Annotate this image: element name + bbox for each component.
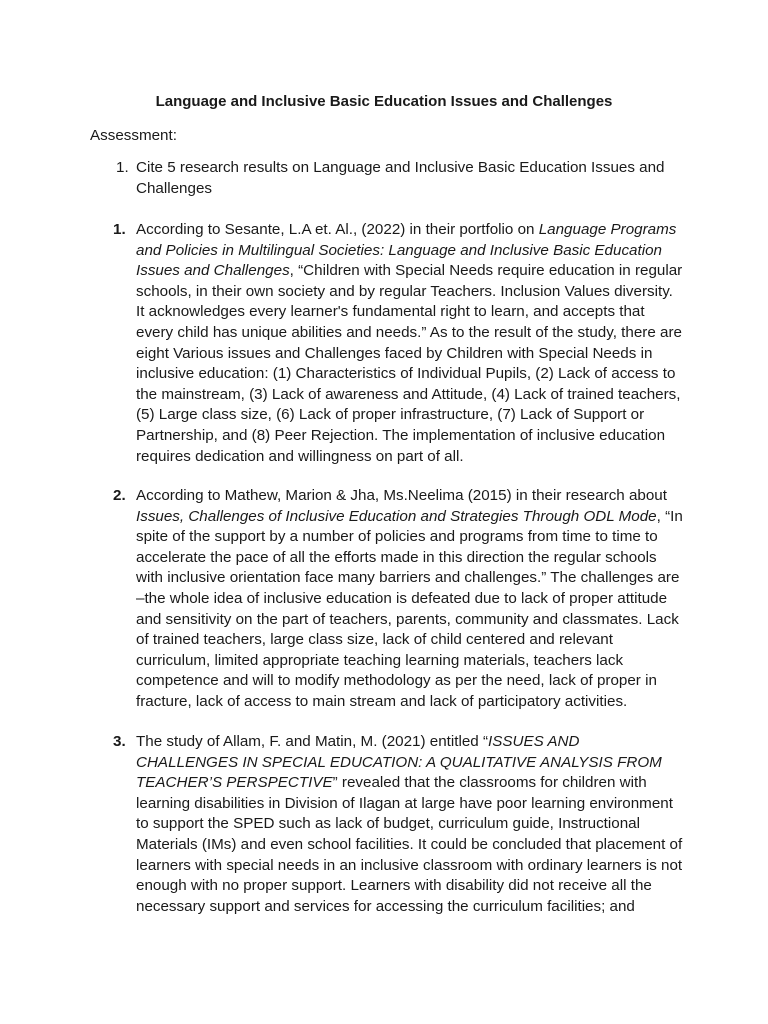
task-number: 1.	[116, 159, 129, 176]
item-text-intro: According to Sesante, L.A et. Al., (2022) in their portfolio on	[136, 221, 539, 238]
item-text-intro: According to Mathew, Marion & Jha, Ms.Neelima (2015) in their research about	[136, 487, 667, 504]
item-number: 2.	[113, 487, 126, 504]
item-text-body: ” revealed that the classrooms for children with learning disabilities in Division of Ilagan at large have poor learning environment to support the SPED such as lack of budget, curriculum guide, Instructional Materials (IMs) and even school facilities. It could be concluded that placement of learners with special needs in an inclusive classroom with ordinary learners is not enough with no proper support. Learners with disability did not receive all the necessary support and services for accessing the curriculum facilities; and	[136, 774, 683, 915]
item-text	[136, 220, 684, 467]
item-text-intro: The study of Allam, F. and Matin, M. (2021) entitled “	[136, 733, 489, 750]
item-title-italic: ISSUES AND CHALLENGES IN SPECIAL EDUCATION: A QUALITATIVE ANALYSIS FROM TEACHER’S PERSPECTIVE	[136, 733, 662, 792]
item-text-body: , “Children with Special Needs require education in regular schools, in their own society and by regular Teachers. Inclusion Values diversity. It acknowledges every learner's fundamental right to learn, and accepts that every child has unique abilities and needs.” As to the result of the study, there are eight Various issues and Challenges faced by Children with Special Needs in inclusive education: (1) Characteristics of Individual Pupils, (2) Lack of access to the mainstream, (3) Lack of awareness and Attitude, (4) Lack of trained teachers, (5) Large class size, (6) Lack of proper infrastructure, (7) Lack of Support or Partnership, and (8) Peer Rejection. The implementation of inclusive education requires dedication and willingness on part of all.	[136, 262, 683, 465]
item-title-italic: Issues, Challenges of Inclusive Education and Strategies Through ODL Mode	[136, 507, 657, 525]
item-number: 1.	[113, 221, 126, 238]
page-title: Language and Inclusive Basic Education Issues and Challenges	[155, 93, 613, 110]
section-label: Assessment:	[90, 127, 177, 144]
item-number: 3.	[113, 733, 126, 750]
item-text	[136, 486, 684, 713]
task-text: Cite 5 research results on Language and Inclusive Basic Education Issues and Challenges	[136, 159, 665, 197]
item-text-body: , “In spite of the support by a number of policies and programs from time to time to accelerate the pace of all the efforts made in this direction the regular schools with inclusive orientation face many barriers and challenges.” The challenges are –the whole idea of inclusive education is defeated due to lack of proper attitude and sensitivity on the part of teachers, parents, community and classmates. Lack of trained teachers, large class size, lack of child centered and relevant curriculum, limited appropriate teaching learning materials, teachers lack competence and will to modify methodology as per the need, lack of proper in fracture, lack of access to main stream and lack of participatory activities.	[136, 507, 683, 710]
item-text	[136, 732, 684, 917]
item-title-italic: Language Programs and Policies in Multilingual Societies: Language and Inclusive Basic Education Issues and Challenges	[136, 221, 677, 280]
